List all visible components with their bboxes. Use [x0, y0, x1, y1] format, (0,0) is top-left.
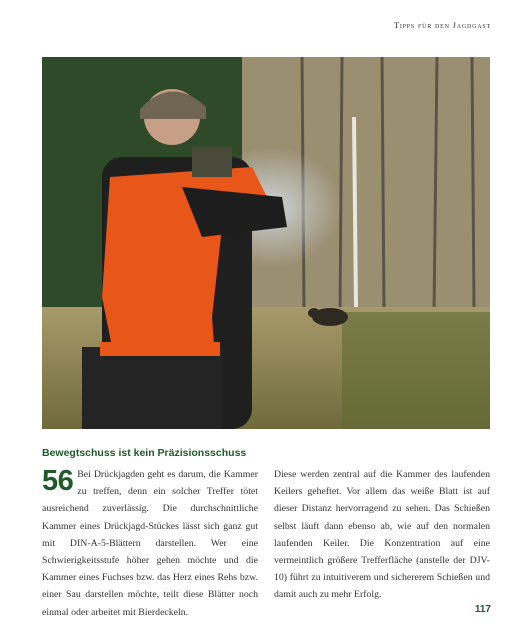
running-head: Tipps für den Jagdgast [393, 20, 491, 30]
page-number: 117 [474, 604, 491, 615]
body-text-left: Bei Drückjagden geht es darum, die Kammer zu treffen, denn ein solcher Treffer tötet ausreichend zuverlässig. Die durchschnittliche Kammer eines Drückjagd-Stückes lässt sich ganz gut mit DIN-A-5-Blättern darstellen. Wer eine Schwierigkeitsstufe höher gehen möchte und die Kammer eines Fuchses bzw. das Herz eines Rehs bzw. einer Sau darstellen möchte, teilt diese Blätter noch einmal oder arbeitet mit Bierdeckeln. [42, 469, 258, 618]
tip-number: 56 [42, 465, 74, 497]
body-column-left [42, 466, 258, 621]
body-column-right [274, 466, 490, 604]
section-heading: Bewegtschuss ist kein Präzisionsschuss [42, 447, 247, 459]
body-text-right: Diese werden zentral auf die Kammer des laufenden Keilers geheftet. Vor allem das weiße Blatt ist auf dieser Distanz hervorragend zu sehen. Das Schießen selbst läuft dann ebenso ab, wie auf den normalen laufenden Keiler. Die Konzentration auf eine vermeintlich größere Trefferfläche (anstelle der DJV-10) führt zu intuitiverem und sichererem Schießen und damit auch zu mehr Erfolg. [274, 469, 490, 601]
hunter-shooting-boar-photo [42, 57, 490, 429]
